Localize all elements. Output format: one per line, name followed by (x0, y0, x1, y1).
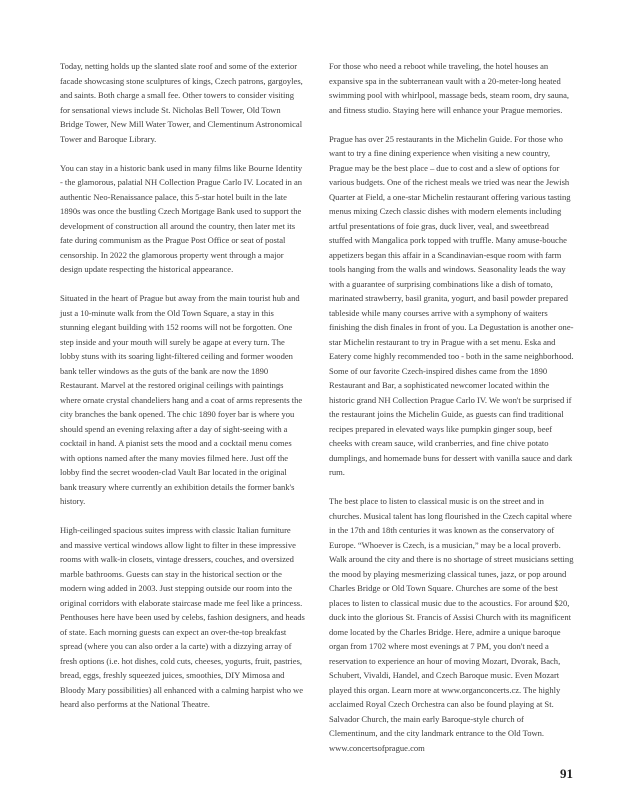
page-number: 91 (560, 766, 573, 781)
paragraph-classical-music: The best place to listen to classical music is on the street and in churches. Musical talent has long flourished in the Czech capital where in the 17th and 18th centuries it was known as the conservatory of Europe. “Whoever is Czech, is a musician,” may be a local proverb. Walk around the city and there is no shortage of street musicians setting the mood by playing mesmerizing classical tunes, jazz, or pop around Charles Bridge or Old Town Square. Churches are some of the best places to listen to classical music due to the acoustics. For around $20, duck into the glorious St. Francis of Assisi Church with its magnificent dome located by the Charles Bridge. Here, admire a unique baroque organ from 1702 where most evenings at 7 PM, you don't need a reservation to experience an hour of moving Mozart, Dvorak, Bach, Schubert, Vivaldi, Handel, and Czech Baroque music. Even Mozart played this organ. Learn more at www.organconcerts.cz. The highly acclaimed Royal Czech Orchestra can also be found playing at St. Salvador Church, the main early Baroque-style church of Clementinum, and the city landmark entrance to the Old Town. www.concertsofprague.com (329, 496, 574, 753)
left-column (60, 59, 305, 712)
paragraph-spa: For those who need a reboot while traveling, the hotel houses an expansive spa in the subterranean vault with a 20-meter-long heated swimming pool with whirlpool, massage beds, steam room, dry sauna, and fitness studio. Staying here will enhance your Prague memories. (329, 61, 570, 115)
paragraph-towers: Today, netting holds up the slanted slate roof and some of the exterior facade showcasing stone sculptures of kings, Czech patrons, gargoyles, and saints. Both charge a small fee. Other towers to consider visiting for sensational views include St. Nicholas Bell Tower, Old Town Bridge Tower, New Mill Water Tower, and Clementinum Astronomical Tower and Baroque Library. (60, 61, 303, 144)
paragraph-suites: High-ceilinged spacious suites impress with classic Italian furniture and massive vertical windows allow light to filter in these impressive rooms with walk-in closets, vintage dressers, couches, and oversized marble bathrooms. Guests can stay in the historical section or the modern wing added in 2003. Just stepping outside our room into the original corridors with elaborate staircase made me feel like a princess. Penthouses here have been used by celebs, fashion designers, and heads of state. Each morning guests can expect an over-the-top breakfast spread (where you can also order a la carte) with a dizzying array of fresh options (i.e. hot dishes, cold cuts, cheeses, yogurts, fruit, pastries, bread, eggs, freshly squeezed juices, smoothies, DIY Mimosa and Bloody Mary possibilities) all enhanced with a calming harpist who we heard also performs at the National Theatre. (60, 525, 305, 709)
paragraph-historic-bank: You can stay in a historic bank used in many films like Bourne Identity - the glamorous, palatial NH Collection Prague Carlo IV. Located in an authentic Neo-Renaissance palace, this 5-star hotel built in the late 1890s was once the bustling Czech Mortgage Bank used to support the development of construction all around the country, then later met its fate during communism as the Prague Post Office or seat of postal censorship. In 2022 the glamorous property went through a major design update respecting the historical appearance. (60, 162, 303, 274)
paragraph-hotel-lobby: Situated in the heart of Prague but away from the main tourist hub and just a 10-minute walk from the Old Town Square, a stay in this stunning elegant building with 152 rooms will not be forgotten. One step inside and your mouth will surely be agape at every turn. The lobby stuns with its soaring light-filtered ceiling and former wooden bank teller windows as the guts of the bank are now the 1890 Restaurant. Marvel at the restored original ceilings with paintings where ornate crystal chandeliers hang and a coat of arms represents the city branches the bank opened. The chic 1890 foyer bar is where you should spend an evening relaxing after a day of sight-seeing with a cocktail in hand. A pianist sets the mood and a cocktail menu comes with options named after the many movies filmed here. Just off the lobby find the secret wooden-clad Vault Bar located in the original bank treasury where currently an exhibition details the former bank's history. (60, 293, 303, 506)
right-column (329, 59, 574, 755)
paragraph-michelin: Prague has over 25 restaurants in the Michelin Guide. For those who want to try a fine dining experience when visiting a new country, Prague may be the best place – due to cost and a slew of options for various budgets. One of the richest meals we tried was near the Jewish Quarter at Field, a one-star Michelin restaurant offering various tasting menus mixing Czech classic dishes with modern elements including artful presentations of foie gras, duck liver, veal, and sweetbread stuffed with Mangalica pork topped with truffle. Many amuse-bouche appetizers began this affair in a Scandinavian-esque room with farm tools hanging from the walls and windows. Seasonality leads the way with a guarantee of surprising combinations like a dish of tomato, marinated strawberry, basil granita, yogurt, and basil powder prepared tableside while many courses arrive with a symphony of waiters finishing the dish finales in front of you. La Degustation is another one-star Michelin restaurant to try in Prague with a set menu. Eska and Eatery come highly recommended too - both in the same neighborhood. Some of our favorite Czech-inspired dishes came from the 1890 Restaurant and Bar, a sophisticated newcomer located within the historic grand NH Collection Prague Carlo IV. We won't be surprised if the restaurant joins the Michelin Guide, as guests can find traditional recipes prepared in elevated ways like pumpkin ginger soup, beef cheeks with cream sauce, wild cranberries, and fine chive potato dumplings, and homemade buns for dessert with vanilla sauce and dark rum. (329, 133, 574, 477)
